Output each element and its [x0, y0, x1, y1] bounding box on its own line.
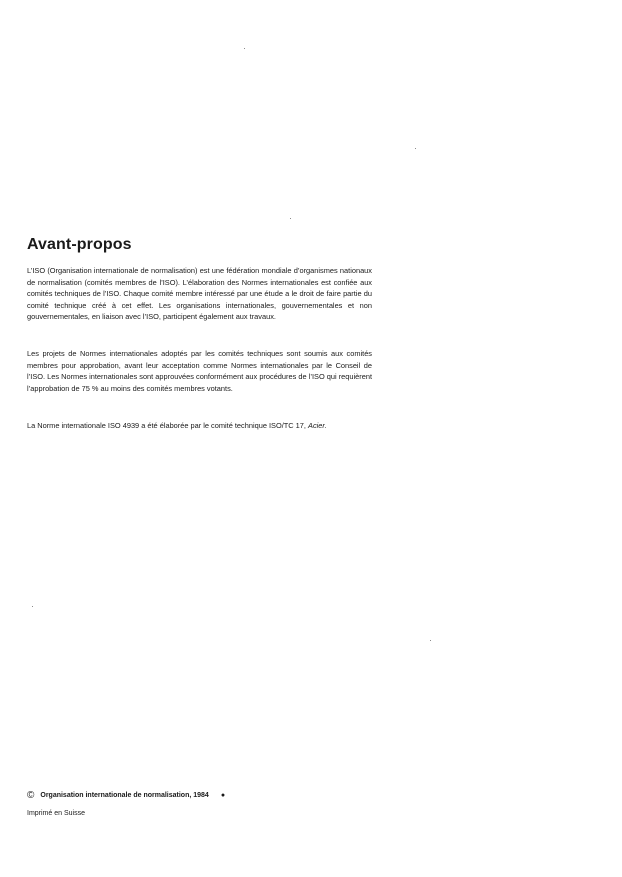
bullet-icon: ● [220, 792, 226, 799]
copyright-line [27, 790, 225, 801]
printed-in-note: Imprimé en Suisse [27, 810, 85, 817]
paragraph-approval-process: Les projets de Normes internationales adoptés par les comités techniques sont soumis aux comités membres pour approbation, avant leur acceptation comme Normes internationales par le Conseil de l’ISO. Les Normes internationales sont approuvées conformément aux procédures de l’ISO qui requièrent l’approbation de 75 % au moins des comités membres votants. [27, 349, 372, 393]
scan-speck [415, 148, 416, 149]
scan-speck [290, 218, 291, 219]
scan-speck [430, 640, 431, 641]
paragraph-iso-description: L’ISO (Organisation internationale de normalisation) est une fédération mondiale d’organismes nationaux de normalisation (comités membres de l’ISO). L’élaboration des Normes internationales est confiée aux comités techniques de l’ISO. Chaque comité membre intéressé par une étude a le droit de faire partie du comité technique créé à cet effet. Les organisations internationales, gouvernementales et non gouvernementales, en liaison avec l’ISO, participent également aux travaux. [27, 266, 372, 322]
scan-speck [32, 606, 33, 607]
committee-subject: Acier. [308, 421, 327, 430]
copyright-icon: © [27, 790, 35, 801]
scan-speck [244, 48, 245, 49]
standard-origin-text: La Norme internationale ISO 4939 a été élaborée par le comité technique ISO/TC 17, [27, 421, 306, 430]
copyright-organisation: Organisation internationale de normalisation, 1984 [40, 792, 209, 799]
paragraph-standard-origin [27, 420, 372, 432]
page-title: Avant-propos [27, 236, 132, 253]
